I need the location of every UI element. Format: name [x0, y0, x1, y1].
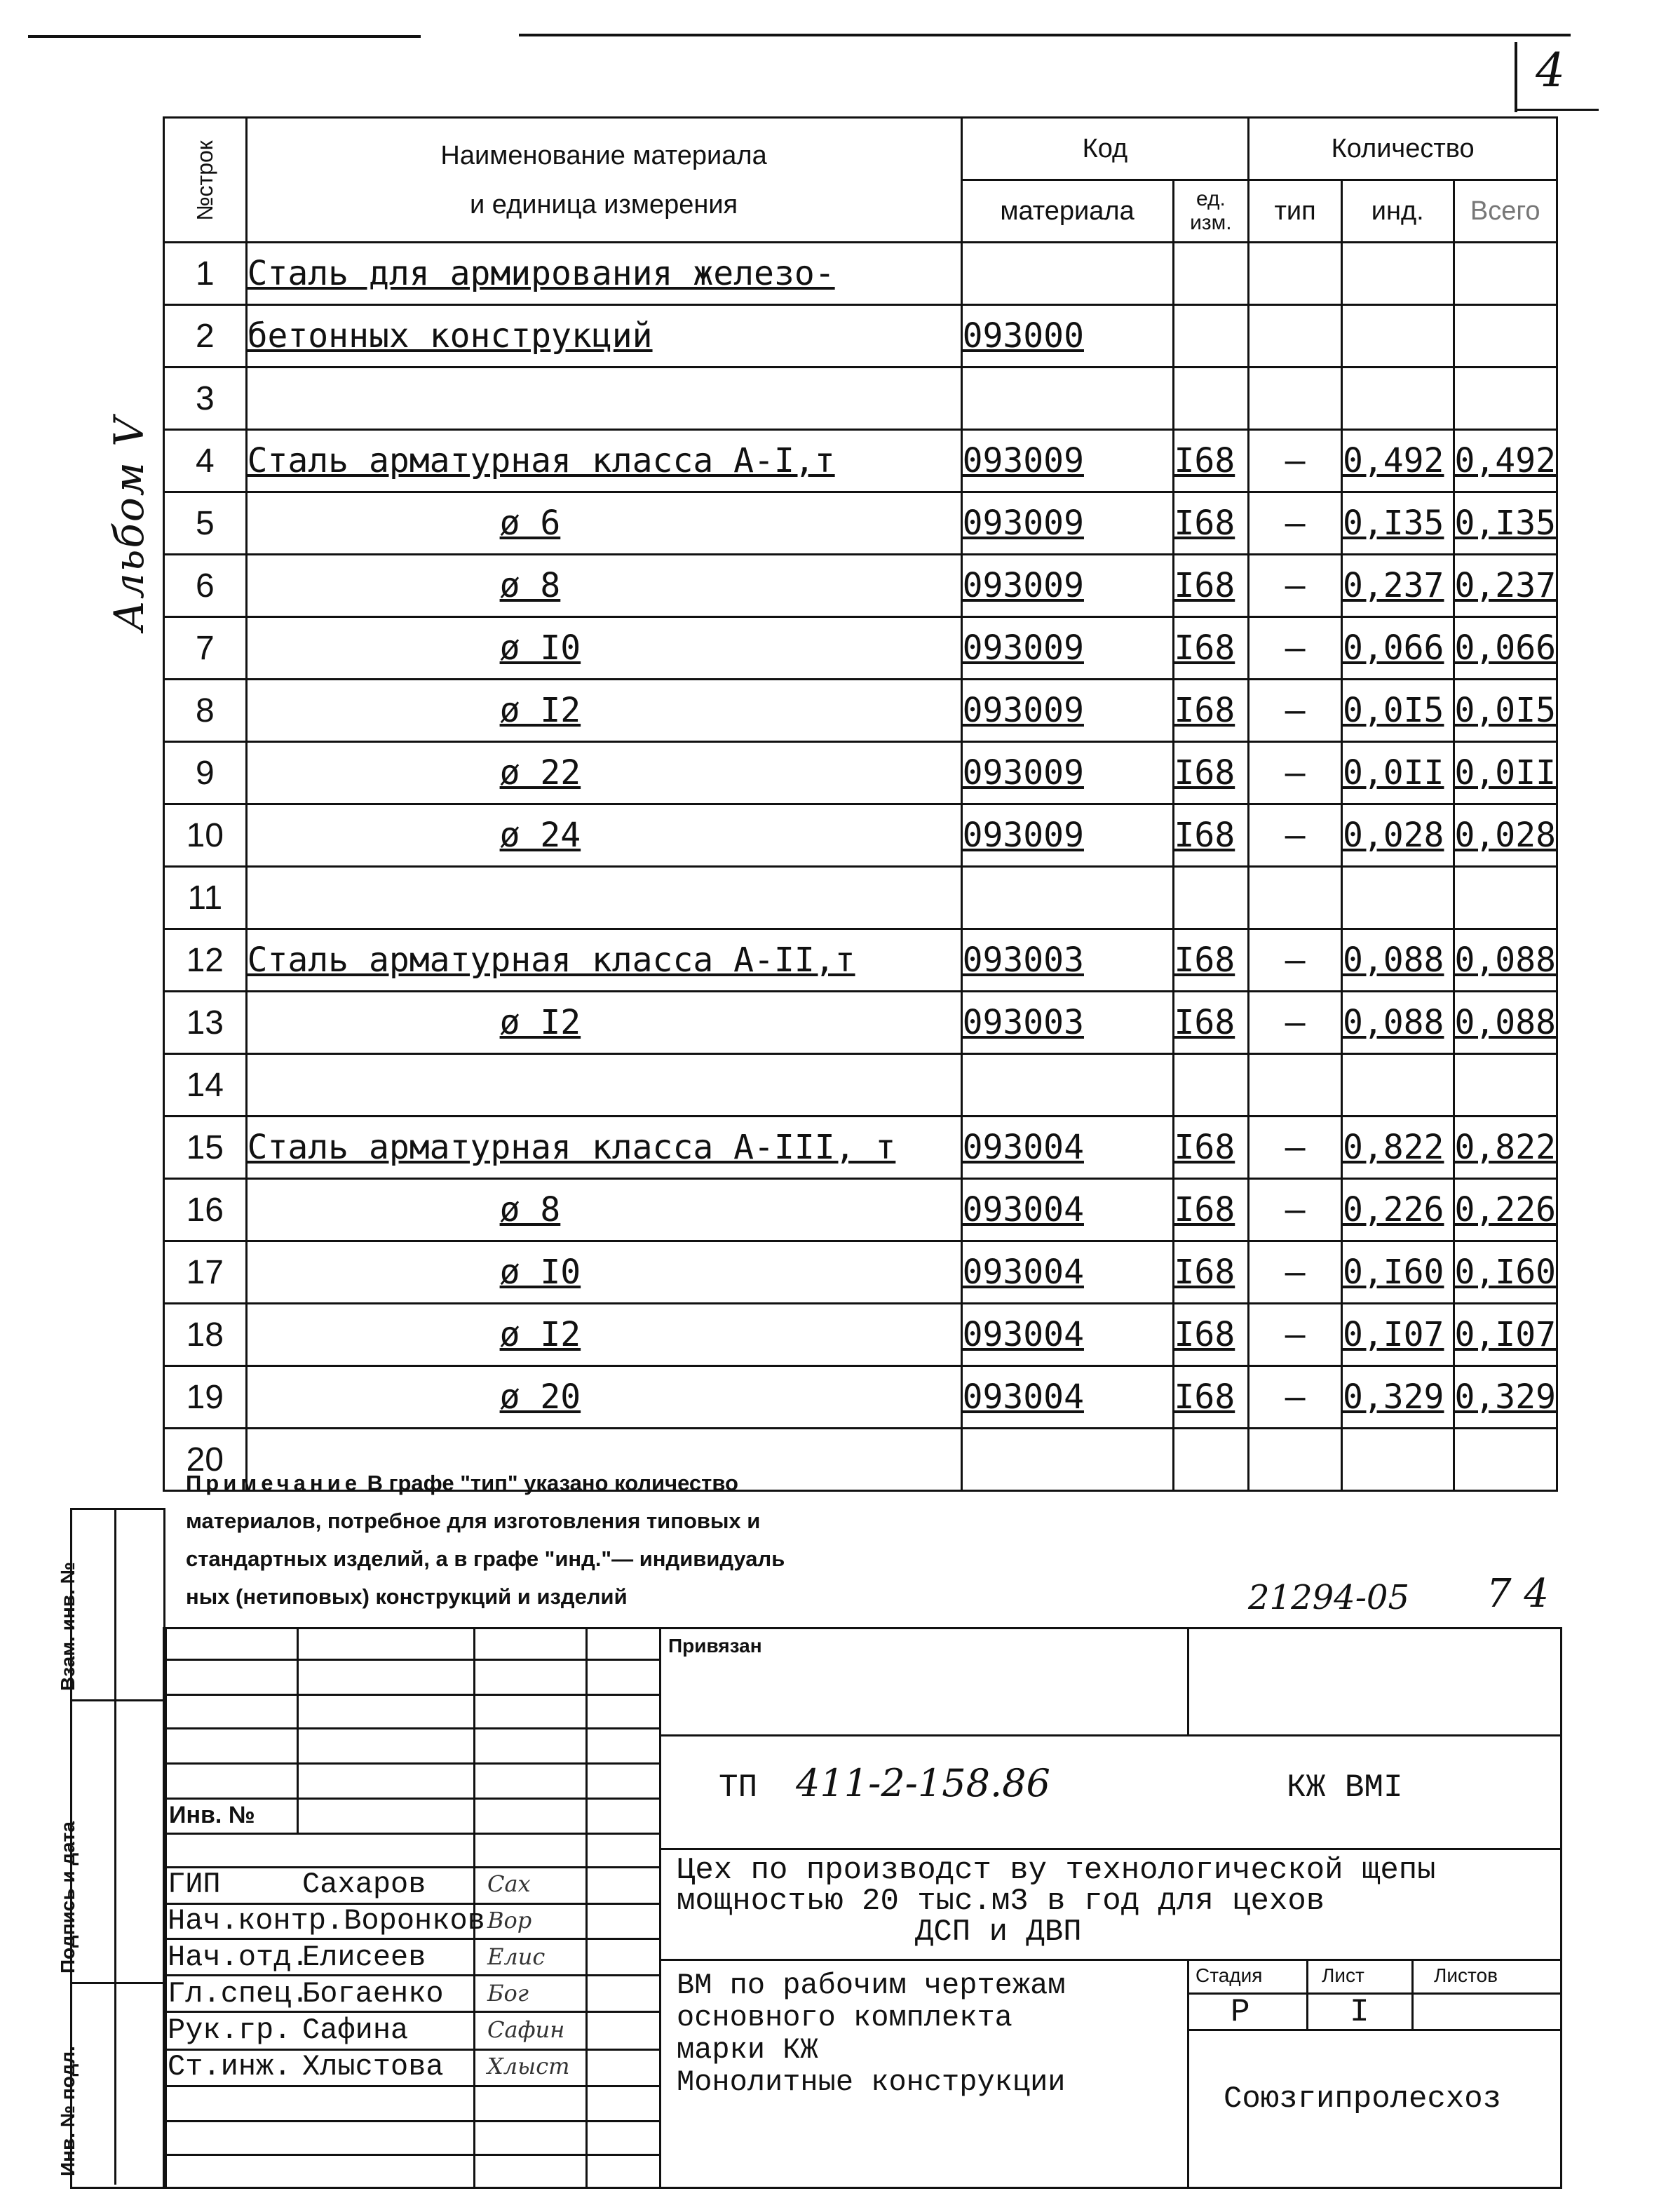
- quantity-typ: –: [1249, 742, 1342, 804]
- quantity-total: [1454, 1429, 1557, 1491]
- staff-name: Богаенко: [302, 1977, 444, 2011]
- grid-line: [165, 1833, 659, 1835]
- material-name: ø 8: [246, 555, 961, 617]
- material-name: ø 8: [246, 1179, 961, 1241]
- quantity-typ: –: [1249, 617, 1342, 680]
- quantity-total: 0,822: [1454, 1117, 1557, 1179]
- unit-code: I68: [1173, 680, 1249, 742]
- header-unit: ед. изм.: [1173, 180, 1249, 243]
- scan-line: [28, 35, 421, 38]
- quantity-ind: 0,329: [1341, 1366, 1454, 1429]
- material-name: ø I2: [246, 1304, 961, 1366]
- quantity-typ: –: [1249, 1366, 1342, 1429]
- staff-role: ГИП: [168, 1868, 221, 1901]
- staff-role: Ст.инж.: [168, 2050, 292, 2084]
- table-row: [164, 992, 1557, 1054]
- material-name: Сталь для армирования железо-: [246, 243, 961, 305]
- staff-role: Нач.: [168, 1904, 238, 1938]
- header-quantity: Количество: [1249, 118, 1557, 180]
- material-code: 093004: [961, 1366, 1173, 1429]
- quantity-typ: –: [1249, 929, 1342, 992]
- grid-line: [165, 1974, 659, 1976]
- sheet-title-line: ВМ по рабочим чертежам: [677, 1969, 1066, 2002]
- row-number: 17: [164, 1241, 247, 1304]
- quantity-ind: [1341, 243, 1454, 305]
- row-number: 6: [164, 555, 247, 617]
- grid-line: [659, 1959, 1560, 1961]
- material-code: 093009: [961, 555, 1173, 617]
- page-number-frame: [1515, 109, 1599, 111]
- drawing-mark: КЖ ВМI: [1287, 1769, 1403, 1806]
- row-number: 11: [164, 867, 247, 929]
- grid-line: [165, 1798, 659, 1800]
- privyazan-label: Привязан: [668, 1635, 762, 1657]
- staff-signature: Бог: [487, 1980, 529, 2007]
- strip-cell-sign: [57, 1701, 163, 1984]
- row-number: 12: [164, 929, 247, 992]
- staff-name: Сахаров: [302, 1868, 426, 1901]
- quantity-ind: 0,226: [1341, 1179, 1454, 1241]
- material-code: [961, 367, 1173, 430]
- table-row: [164, 742, 1557, 804]
- header-ind: инд.: [1341, 180, 1454, 243]
- quantity-total: [1454, 243, 1557, 305]
- inv-label: Инв. №: [169, 1802, 255, 1828]
- row-number: 10: [164, 804, 247, 867]
- staff-role: Рук.гр.: [168, 2014, 292, 2047]
- quantity-ind: 0,088: [1341, 929, 1454, 992]
- quantity-total: 0,088: [1454, 992, 1557, 1054]
- quantity-typ: [1249, 305, 1342, 367]
- material-code: 093009: [961, 430, 1173, 492]
- material-code: [961, 243, 1173, 305]
- quantity-ind: 0,0I5: [1341, 680, 1454, 742]
- quantity-total: 0,I07: [1454, 1304, 1557, 1366]
- grid-line: [165, 1727, 659, 1729]
- material-code: 093004: [961, 1117, 1173, 1179]
- material-name: ø I2: [246, 680, 961, 742]
- tp-number: 411-2-158.86: [796, 1761, 1050, 1805]
- material-code: 093004: [961, 1304, 1173, 1366]
- sheet-title-line: Монолитные конструкции: [677, 2065, 1066, 2099]
- row-number: 8: [164, 680, 247, 742]
- unit-code: [1173, 1054, 1249, 1117]
- table-row: [164, 1366, 1557, 1429]
- material-code: [961, 1054, 1173, 1117]
- quantity-total: [1454, 1054, 1557, 1117]
- row-number: 13: [164, 992, 247, 1054]
- table-row: [164, 1241, 1557, 1304]
- staff-role: Гл.спец.: [168, 1977, 309, 2011]
- row-number: 19: [164, 1366, 247, 1429]
- sheet-title-line: марки КЖ: [677, 2033, 818, 2067]
- quantity-typ: –: [1249, 1179, 1342, 1241]
- grid-line: [165, 1762, 659, 1765]
- quantity-ind: 0,088: [1341, 992, 1454, 1054]
- quantity-ind: [1341, 867, 1454, 929]
- page-number-frame: [1515, 42, 1517, 112]
- row-number: 9: [164, 742, 247, 804]
- quantity-ind: 0,0II: [1341, 742, 1454, 804]
- quantity-typ: [1249, 867, 1342, 929]
- note-line: материалов, потребное для изготовления типовых и: [186, 1509, 761, 1533]
- unit-code: I68: [1173, 492, 1249, 555]
- grid-line: [1411, 1959, 1414, 2029]
- staff-signature: Сах: [487, 1870, 531, 1897]
- material-table: [163, 116, 1558, 1492]
- quantity-typ: [1249, 1429, 1342, 1491]
- table-row: [164, 929, 1557, 992]
- unit-code: I68: [1173, 992, 1249, 1054]
- quantity-total: 0,492: [1454, 430, 1557, 492]
- unit-code: [1173, 867, 1249, 929]
- quantity-total: 0,066: [1454, 617, 1557, 680]
- material-name: Сталь арматурная класса А-III, т: [246, 1117, 961, 1179]
- material-code: [961, 867, 1173, 929]
- row-number: 1: [164, 243, 247, 305]
- unit-code: I68: [1173, 929, 1249, 992]
- doc-reference-sheet: 7 4: [1486, 1571, 1550, 1617]
- quantity-total: [1454, 367, 1557, 430]
- stage-label: Стадия: [1196, 1964, 1263, 1986]
- quantity-ind: [1341, 367, 1454, 430]
- quantity-ind: [1341, 1429, 1454, 1491]
- header-code: Код: [961, 118, 1249, 180]
- table-row: [164, 1054, 1557, 1117]
- material-code: 093003: [961, 929, 1173, 992]
- quantity-typ: [1249, 243, 1342, 305]
- quantity-typ: –: [1249, 992, 1342, 1054]
- header-name: Наименование материала и единица измерения: [246, 118, 961, 243]
- staff-name: Елисеев: [302, 1941, 426, 1974]
- quantity-ind: 0,028: [1341, 804, 1454, 867]
- table-row: [164, 1117, 1557, 1179]
- material-code: 093009: [961, 804, 1173, 867]
- grid-line: [165, 1659, 659, 1661]
- strip-label: Инв. № подл.: [57, 2046, 79, 2176]
- doc-reference: 21294-05: [1248, 1578, 1409, 1617]
- grid-line: [659, 1629, 661, 2187]
- row-number: 3: [164, 367, 247, 430]
- unit-code: [1173, 305, 1249, 367]
- grid-line: [585, 1629, 588, 2187]
- material-name: Сталь арматурная класса А-I,т: [246, 430, 961, 492]
- row-number: 7: [164, 617, 247, 680]
- quantity-total: [1454, 305, 1557, 367]
- staff-role: Нач.отд.: [168, 1941, 309, 1974]
- quantity-typ: –: [1249, 492, 1342, 555]
- table-row: [164, 1179, 1557, 1241]
- staff-signature: Вор: [487, 1907, 532, 1934]
- unit-code: I68: [1173, 742, 1249, 804]
- quantity-ind: 0,I35: [1341, 492, 1454, 555]
- quantity-total: 0,028: [1454, 804, 1557, 867]
- quantity-ind: 0,I60: [1341, 1241, 1454, 1304]
- unit-code: I68: [1173, 1179, 1249, 1241]
- table-row: [164, 867, 1557, 929]
- quantity-ind: 0,822: [1341, 1117, 1454, 1179]
- quantity-total: 0,237: [1454, 555, 1557, 617]
- quantity-total: 0,088: [1454, 929, 1557, 992]
- quantity-typ: –: [1249, 1117, 1342, 1179]
- unit-code: [1173, 243, 1249, 305]
- unit-code: [1173, 367, 1249, 430]
- page-number: 4: [1536, 43, 1565, 97]
- strip-divider: [114, 1510, 116, 2185]
- material-name: бетонных конструкций: [246, 305, 961, 367]
- grid-line: [659, 1734, 1560, 1736]
- staff-name: контр.Воронков: [238, 1904, 485, 1938]
- organization: Союзгипролесхоз: [1224, 2082, 1502, 2117]
- quantity-typ: –: [1249, 804, 1342, 867]
- material-name: [246, 1054, 961, 1117]
- table-row: [164, 555, 1557, 617]
- unit-code: I68: [1173, 430, 1249, 492]
- quantity-total: 0,329: [1454, 1366, 1557, 1429]
- quantity-total: 0,I60: [1454, 1241, 1557, 1304]
- material-name: ø 6: [246, 492, 961, 555]
- quantity-ind: [1341, 1054, 1454, 1117]
- staff-name: Сафина: [302, 2014, 409, 2047]
- grid-line: [659, 1848, 1560, 1850]
- table-row: [164, 617, 1557, 680]
- strip-cell-replace: [57, 1510, 163, 1701]
- table-row: [164, 1304, 1557, 1366]
- sheet-label: Лист: [1322, 1964, 1364, 1986]
- quantity-ind: 0,492: [1341, 430, 1454, 492]
- row-number: 14: [164, 1054, 247, 1117]
- quantity-ind: 0,237: [1341, 555, 1454, 617]
- sheet-value: I: [1350, 1994, 1369, 2030]
- grid-line: [165, 1694, 659, 1696]
- table-row: [164, 680, 1557, 742]
- material-name: ø 24: [246, 804, 961, 867]
- material-name: ø 22: [246, 742, 961, 804]
- grid-line: [165, 2154, 659, 2156]
- quantity-ind: 0,066: [1341, 617, 1454, 680]
- staff-name: Хлыстова: [302, 2050, 444, 2084]
- side-strip: [57, 1508, 165, 2189]
- grid-line: [165, 2120, 659, 2122]
- material-code: 093009: [961, 492, 1173, 555]
- project-name: [677, 1855, 1436, 1948]
- project-line: мощностью 20 тыс.м3 в год для цехов: [677, 1884, 1325, 1919]
- table-row: [164, 305, 1557, 367]
- quantity-total: [1454, 867, 1557, 929]
- strip-label: Взам. инв. №: [57, 1562, 79, 1691]
- grid-line: [1187, 1629, 1189, 1734]
- unit-code: I68: [1173, 1117, 1249, 1179]
- album-label: Альбом V: [105, 415, 153, 631]
- unit-code: I68: [1173, 1241, 1249, 1304]
- grid-line: [165, 1938, 659, 1940]
- quantity-typ: [1249, 1054, 1342, 1117]
- quantity-typ: –: [1249, 555, 1342, 617]
- material-code: 093004: [961, 1179, 1173, 1241]
- unit-code: I68: [1173, 1366, 1249, 1429]
- table-row: [164, 430, 1557, 492]
- quantity-typ: –: [1249, 1241, 1342, 1304]
- quantity-total: 0,0II: [1454, 742, 1557, 804]
- row-number: 16: [164, 1179, 247, 1241]
- quantity-typ: –: [1249, 1304, 1342, 1366]
- note-lead: Примечание: [186, 1471, 361, 1495]
- material-code: 093000: [961, 305, 1173, 367]
- sheet-title-line: основного комплекта: [677, 2001, 1012, 2035]
- stage-value: Р: [1231, 1994, 1250, 2030]
- table-row: [164, 367, 1557, 430]
- quantity-total: 0,0I5: [1454, 680, 1557, 742]
- row-number: 20: [164, 1429, 247, 1491]
- tp-prefix: ТП: [719, 1769, 758, 1806]
- material-code: 093003: [961, 992, 1173, 1054]
- material-name: [246, 867, 961, 929]
- material-name: ø I0: [246, 617, 961, 680]
- row-number: 15: [164, 1117, 247, 1179]
- staff-signature: Хлыст: [487, 2053, 570, 2079]
- table-row: [164, 243, 1557, 305]
- scan-line: [519, 34, 1571, 36]
- material-name: [246, 367, 961, 430]
- staff-signature: Елис: [487, 1943, 546, 1970]
- note: [186, 1464, 1027, 1616]
- quantity-total: 0,226: [1454, 1179, 1557, 1241]
- grid-line: [1306, 1959, 1308, 2029]
- material-code: 093009: [961, 680, 1173, 742]
- strip-cell-inv: [57, 1984, 163, 2185]
- staff-signature: Сафин: [487, 2016, 565, 2043]
- table-row: [164, 492, 1557, 555]
- row-number: 18: [164, 1304, 247, 1366]
- quantity-typ: –: [1249, 680, 1342, 742]
- header-total: Всего: [1454, 180, 1557, 243]
- header-material: материала: [961, 180, 1173, 243]
- grid-line: [165, 2011, 659, 2013]
- sheet-title: [677, 1969, 1066, 2098]
- unit-code: I68: [1173, 555, 1249, 617]
- row-number: 5: [164, 492, 247, 555]
- header-row-no: №строк: [164, 118, 247, 243]
- material-name: Сталь арматурная класса А-II,т: [246, 929, 961, 992]
- unit-code: I68: [1173, 617, 1249, 680]
- material-code: 093009: [961, 617, 1173, 680]
- header-typ: тип: [1249, 180, 1342, 243]
- note-line: В графе "тип" указано количество: [367, 1471, 738, 1495]
- sheets-label: Листов: [1434, 1964, 1498, 1986]
- note-line: стандартных изделий, а в графе "инд."— индивидуаль: [186, 1546, 785, 1571]
- title-block: [163, 1627, 1562, 2189]
- row-number: 2: [164, 305, 247, 367]
- material-code: 093004: [961, 1241, 1173, 1304]
- note-line: ных (нетиповых) конструкций и изделий: [186, 1584, 628, 1609]
- strip-label: Подпись и дата: [57, 1821, 79, 1974]
- material-name: ø I0: [246, 1241, 961, 1304]
- unit-code: [1173, 1429, 1249, 1491]
- table-row: [164, 804, 1557, 867]
- material-name: ø 20: [246, 1366, 961, 1429]
- material-name: ø I2: [246, 992, 961, 1054]
- project-line: Цех по производст ву технологической щепы: [677, 1853, 1436, 1888]
- quantity-typ: –: [1249, 430, 1342, 492]
- grid-line: [165, 2085, 659, 2087]
- row-number: 4: [164, 430, 247, 492]
- grid-line: [165, 1629, 167, 2187]
- unit-code: I68: [1173, 1304, 1249, 1366]
- material-code: 093009: [961, 742, 1173, 804]
- quantity-ind: 0,I07: [1341, 1304, 1454, 1366]
- quantity-ind: [1341, 305, 1454, 367]
- quantity-total: 0,I35: [1454, 492, 1557, 555]
- project-line: ДСП и ДВП: [915, 1915, 1082, 1950]
- quantity-typ: [1249, 367, 1342, 430]
- unit-code: I68: [1173, 804, 1249, 867]
